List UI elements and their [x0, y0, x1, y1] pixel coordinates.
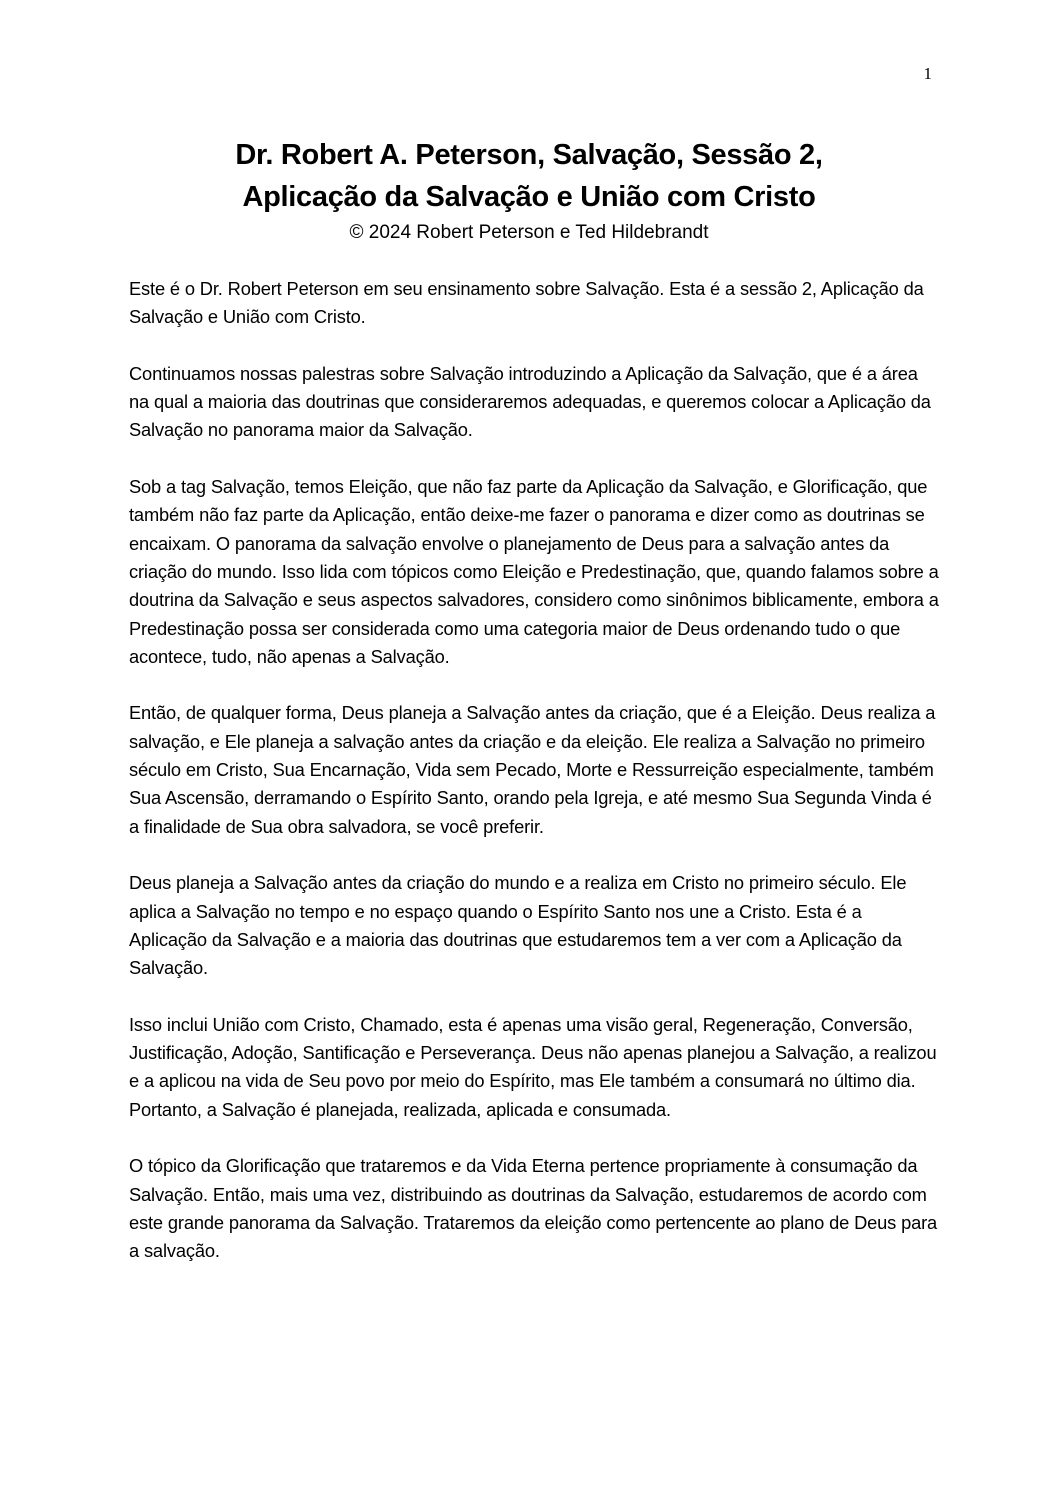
copyright-notice: © 2024 Robert Peterson e Ted Hildebrandt — [349, 222, 709, 243]
page-number: 1 — [923, 64, 932, 83]
page-title-line-2: Aplicação da Salvação e União com Cristo — [242, 181, 816, 213]
paragraph-3: Sob a tag Salvação, temos Eleição, que não faz parte da Aplicação da Salvação, e Glorificação, que também não faz parte da Aplicação, então deixe-me fazer o panorama e dizer como as doutrinas se encaixam. O panorama da salvação envolve o planejamento de Deus para a salvação antes da criação do mundo. Isso lida com tópicos como Eleição e Predestinação, que, quando falamos sobre a doutrina da Salvação e seus aspectos salvadores, considero como sinônimos biblicamente, embora a Predestinação possa ser considerada como uma categoria maior de Deus ordenando tudo o que acontece, tudo, não apenas a Salvação. — [129, 476, 939, 667]
paragraph-5: Deus planeja a Salvação antes da criação do mundo e a realiza em Cristo no primeiro século. Ele aplica a Salvação no tempo e no espaço quando o Espírito Santo nos une a Cristo. Esta é a Aplicação da Salvação e a maioria das doutrinas que estudaremos tem a ver com a Aplicação da Salvação. — [129, 872, 907, 979]
page-title-line-1: Dr. Robert A. Peterson, Salvação, Sessão 2, — [235, 139, 823, 171]
paragraph-2: Continuamos nossas palestras sobre Salvação introduzindo a Aplicação da Salvação, que é a área na qual a maioria das doutrinas que consideraremos adequadas, e queremos colocar a Aplicação da Salvação no panorama maior da Salvação. — [129, 362, 931, 441]
paragraph-4: Então, de qualquer forma, Deus planeja a Salvação antes da criação, que é a Eleição. Deus realiza a salvação, e Ele planeja a salvação antes da criação e da eleição. Ele realiza a Salvação no primeiro século em Cristo, Sua Encarnação, Vida sem Pecado, Morte e Ressurreição especialmente, também Sua Ascensão, derramando o Espírito Santo, orando pela Igreja, e até mesmo Sua Segunda Vinda é a finalidade de Sua obra salvadora, se você preferir. — [129, 702, 936, 837]
paragraph-6: Isso inclui União com Cristo, Chamado, esta é apenas uma visão geral, Regeneração, Conversão, Justificação, Adoção, Santificação e Perseverança. Deus não apenas planejou a Salvação, a realizou e a aplicou na vida de Seu povo por meio do Espírito, mas Ele também a consumará no último dia. Portanto, a Salvação é planejada, realizada, aplicada e consumada. — [129, 1013, 937, 1120]
document-body — [129, 275, 941, 1294]
paragraph-1: Este é o Dr. Robert Peterson em seu ensinamento sobre Salvação. Esta é a sessão 2, Aplicação da Salvação e União com Cristo. — [129, 278, 924, 328]
paragraph-7: O tópico da Glorificação que trataremos e da Vida Eterna pertence propriamente à consumação da Salvação. Então, mais uma vez, distribuindo as doutrinas da Salvação, estudaremos de acordo com este grande panorama da Salvação. Trataremos da eleição como pertencente ao plano de Deus para a salvação. — [129, 1155, 938, 1262]
title-block — [0, 134, 1058, 247]
